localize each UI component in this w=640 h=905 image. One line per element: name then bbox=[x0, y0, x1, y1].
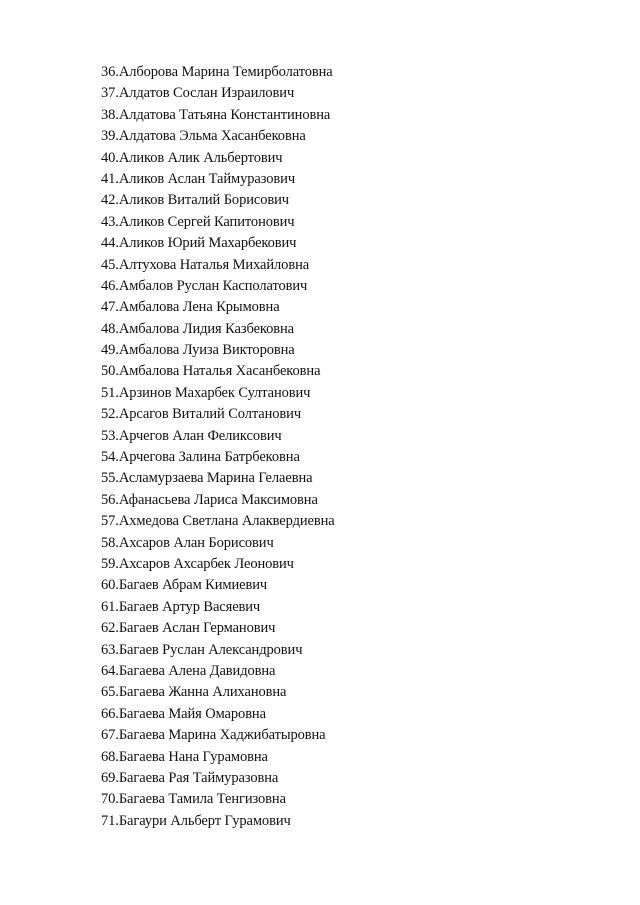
list-item: 49.Амбалова Луиза Викторовна bbox=[101, 342, 295, 359]
list-item: 44.Аликов Юрий Махарбекович bbox=[101, 235, 297, 252]
list-item: 43.Аликов Сергей Капитонович bbox=[101, 213, 295, 230]
list-item: 71.Багаури Альберт Гурамович bbox=[101, 812, 291, 829]
list-item: 62.Багаев Аслан Германович bbox=[101, 620, 276, 637]
name-list bbox=[101, 62, 335, 832]
list-item: 51.Арзинов Махарбек Султанович bbox=[101, 384, 311, 401]
list-item: 53.Арчегов Алан Феликсович bbox=[101, 427, 282, 444]
list-item: 54.Арчегова Залина Батрбековна bbox=[101, 449, 300, 466]
list-item: 46.Амбалов Руслан Касполатович bbox=[101, 277, 308, 294]
list-item: 47.Амбалова Лена Крымовна bbox=[101, 299, 280, 316]
list-item: 55.Асламурзаева Марина Гелаевна bbox=[101, 470, 313, 487]
list-item: 39.Алдатова Эльма Хасанбековна bbox=[101, 128, 306, 145]
list-item: 52.Арсагов Виталий Солтанович bbox=[101, 406, 302, 423]
list-item: 67.Багаева Марина Хаджибатыровна bbox=[101, 727, 326, 744]
list-item: 65.Багаева Жанна Алихановна bbox=[101, 684, 287, 701]
list-item: 69.Багаева Рая Таймуразовна bbox=[101, 769, 279, 786]
list-item: 70.Багаева Тамила Тенгизовна bbox=[101, 791, 286, 808]
list-item: 64.Багаева Алена Давидовна bbox=[101, 662, 276, 679]
list-item: 61.Багаев Артур Васяевич bbox=[101, 598, 261, 615]
list-item: 42.Аликов Виталий Борисович bbox=[101, 192, 289, 209]
list-item: 57.Ахмедова Светлана Алаквердиевна bbox=[101, 513, 335, 530]
list-item: 38.Алдатова Татьяна Константиновна bbox=[101, 106, 331, 123]
list-item: 48.Амбалова Лидия Казбековна bbox=[101, 320, 295, 337]
list-item: 40.Аликов Алик Альбертович bbox=[101, 149, 283, 166]
list-item: 66.Багаева Майя Омаровна bbox=[101, 705, 266, 722]
list-item: 63.Багаев Руслан Александрович bbox=[101, 641, 303, 658]
list-item: 50.Амбалова Наталья Хасанбековна bbox=[101, 363, 321, 380]
list-item: 36.Алборова Марина Темирболатовна bbox=[101, 64, 333, 80]
list-item: 45.Алтухова Наталья Михайловна bbox=[101, 256, 310, 273]
list-item: 56.Афанасьева Лариса Максимовна bbox=[101, 491, 318, 508]
list-item: 60.Багаев Абрам Кимиевич bbox=[101, 577, 268, 594]
list-item: 59.Ахсаров Ахсарбек Леонович bbox=[101, 555, 294, 572]
list-item: 41.Аликов Аслан Таймуразович bbox=[101, 170, 296, 187]
list-item: 37.Алдатов Сослан Израилович bbox=[101, 85, 295, 102]
list-item: 68.Багаева Нана Гурамовна bbox=[101, 748, 268, 765]
list-item: 58.Ахсаров Алан Борисович bbox=[101, 534, 274, 551]
